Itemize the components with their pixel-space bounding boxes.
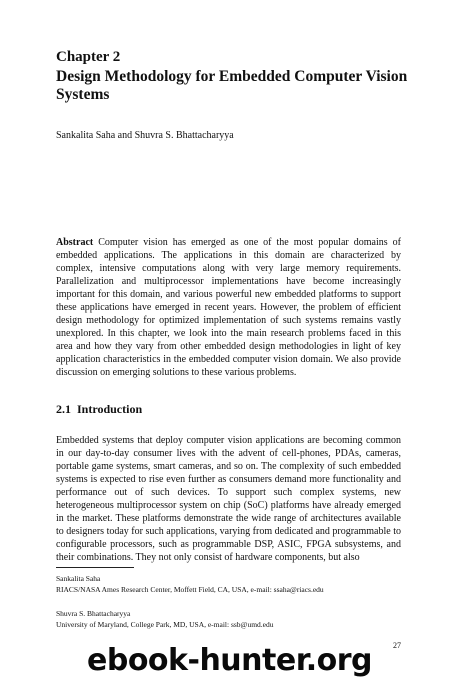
section-heading: [56, 402, 142, 417]
watermark: ebook-hunter.org: [87, 643, 372, 678]
introduction-text: Embedded systems that deploy computer vision applications are becoming common in our day-to-day consumer lives with the advent of cell-phones, PDAs, cameras, portable game systems, smart cameras, and so on. The complexity of such embedded systems is expected to rise even further as consumers demand more functionality and performance out of such devices. To support such complex systems, new heterogeneous multiprocessor system on chip (SoC) platforms have already emerged in the market. These platforms demonstrate the wide range of architectures available to designers today for such applications, varying from dedicated and programmable to configurable processors, such as programmable DSP, ASIC, FPGA subsystems, and their combinations. They not only consist of hardware components, but also: [56, 435, 401, 563]
footnote-author-affiliation: University of Maryland, College Park, MD, USA, e-mail: ssb@umd.edu: [56, 620, 274, 629]
footnote-author-name: Sankalita Saha: [56, 574, 101, 583]
section-number: 2.1: [56, 402, 71, 416]
footnote-rule: [56, 567, 134, 568]
chapter-title: Design Methodology for Embedded Computer Vision Systems: [56, 68, 408, 103]
footnote-author-1: [56, 573, 401, 595]
footnote-author-name: Shuvra S. Bhattacharyya: [56, 609, 131, 618]
footnote-author-2: [56, 608, 401, 630]
abstract: [56, 236, 401, 379]
section-title: Introduction: [77, 402, 143, 416]
abstract-label: Abstract: [56, 237, 94, 248]
authors: Sankalita Saha and Shuvra S. Bhattacharyya: [56, 130, 234, 141]
footnote-author-affiliation: RIACS/NASA Ames Research Center, Moffett Field, CA, USA, e-mail: ssaha@riacs.edu: [56, 585, 324, 594]
abstract-text: Computer vision has emerged as one of the most popular domains of embedded applications. The applications in this domain are characterized by complex, intensive computations along with very large memory requirements. Parallelization and multiprocessor implementations have become increasingly important for this domain, and various powerful new embedded platforms to support these applications have emerged in recent years. However, the problem of efficient design methodology for optimized implementation of such systems remains vastly unexplored. In this chapter, we look into the main research problems faced in this area and how they vary from other embedded design methodologies in light of key application characteristics in the embedded computer vision domain. We also provide discussion on emerging solutions to these various problems.: [56, 237, 402, 378]
chapter-number: Chapter 2: [56, 49, 121, 65]
page-number: 27: [393, 641, 401, 650]
